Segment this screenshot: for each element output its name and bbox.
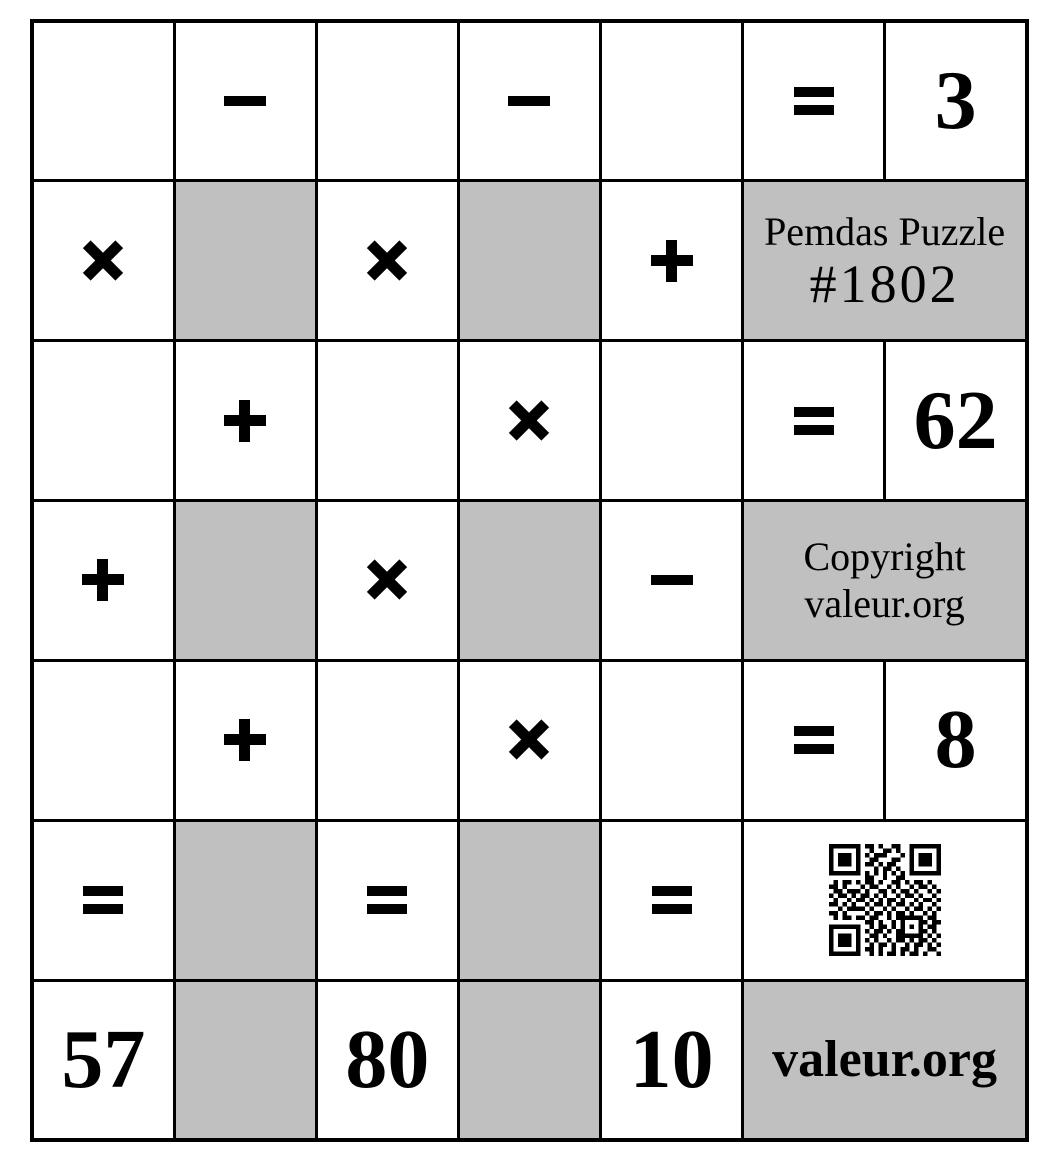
- times-icon: [365, 239, 409, 283]
- operator-cell-r4c3: [316, 501, 458, 661]
- times-icon: [507, 718, 551, 762]
- grid-row-4: [32, 501, 1027, 661]
- total-cell-r7c1: [32, 980, 174, 1140]
- operator-cell-r1c4: [458, 21, 600, 181]
- equals-icon: [81, 878, 125, 922]
- answer-cell-r5c1[interactable]: [32, 660, 174, 820]
- shaded-cell-r6c2: [174, 820, 316, 980]
- total-value-57: 57: [61, 1012, 146, 1106]
- shaded-cell-r4c2: [174, 501, 316, 661]
- copyright-site: valeur.org: [804, 581, 965, 627]
- grid-row-7: [32, 980, 1027, 1140]
- puzzle-title-cell: [743, 181, 1027, 341]
- minus-icon: [650, 558, 694, 602]
- times-icon: [507, 399, 551, 443]
- operator-cell-r3c6: [743, 341, 885, 501]
- operator-cell-r6c5: [601, 820, 743, 980]
- times-icon: [81, 239, 125, 283]
- shaded-cell-r2c2: [174, 181, 316, 341]
- operator-cell-r6c3: [316, 820, 458, 980]
- operator-cell-r3c2: [174, 341, 316, 501]
- times-icon: [365, 558, 409, 602]
- plus-icon: [223, 399, 267, 443]
- site-label-cell: [743, 980, 1027, 1140]
- result-value-8: 8: [934, 693, 977, 787]
- result-cell-r3c7: [885, 341, 1027, 501]
- pemdas-puzzle-grid: [30, 19, 1029, 1142]
- equals-icon: [792, 718, 836, 762]
- total-value-10: 10: [629, 1012, 714, 1106]
- grid-row-1: [32, 21, 1027, 181]
- operator-cell-r2c3: [316, 181, 458, 341]
- result-cell-r1c7: [885, 21, 1027, 181]
- grid-row-2: [32, 181, 1027, 341]
- copyright-cell: [743, 501, 1027, 661]
- operator-cell-r2c1: [32, 181, 174, 341]
- answer-cell-r1c5[interactable]: [601, 21, 743, 181]
- shaded-cell-r7c2: [174, 980, 316, 1140]
- grid-row-6: [32, 820, 1027, 980]
- operator-cell-r5c4: [458, 660, 600, 820]
- operator-cell-r4c1: [32, 501, 174, 661]
- plus-icon: [650, 239, 694, 283]
- result-cell-r5c7: [885, 660, 1027, 820]
- answer-cell-r1c3[interactable]: [316, 21, 458, 181]
- equals-icon: [365, 878, 409, 922]
- answer-cell-r1c1[interactable]: [32, 21, 174, 181]
- answer-cell-r3c3[interactable]: [316, 341, 458, 501]
- result-value-3: 3: [934, 54, 977, 148]
- answer-cell-r3c5[interactable]: [601, 341, 743, 501]
- total-cell-r7c5: [601, 980, 743, 1140]
- shaded-cell-r6c4: [458, 820, 600, 980]
- total-cell-r7c3: [316, 980, 458, 1140]
- shaded-cell-r2c4: [458, 181, 600, 341]
- result-value-62: 62: [913, 373, 998, 467]
- plus-icon: [81, 558, 125, 602]
- operator-cell-r2c5: [601, 181, 743, 341]
- answer-cell-r5c5[interactable]: [601, 660, 743, 820]
- equals-icon: [792, 399, 836, 443]
- grid-row-5: [32, 660, 1027, 820]
- equals-icon: [650, 878, 694, 922]
- total-value-80: 80: [345, 1012, 430, 1106]
- minus-icon: [223, 79, 267, 123]
- grid-row-3: [32, 341, 1027, 501]
- operator-cell-r1c6: [743, 21, 885, 181]
- operator-cell-r1c2: [174, 21, 316, 181]
- operator-cell-r6c1: [32, 820, 174, 980]
- shaded-cell-r4c4: [458, 501, 600, 661]
- copyright-text: Copyright: [803, 534, 966, 580]
- qr-code-icon: [829, 844, 941, 956]
- answer-cell-r3c1[interactable]: [32, 341, 174, 501]
- answer-cell-r5c3[interactable]: [316, 660, 458, 820]
- minus-icon: [507, 79, 551, 123]
- operator-cell-r3c4: [458, 341, 600, 501]
- puzzle-number: #1802: [809, 254, 960, 315]
- puzzle-title: Pemdas Puzzle: [764, 209, 1006, 255]
- shaded-cell-r7c4: [458, 980, 600, 1140]
- equals-icon: [792, 79, 836, 123]
- operator-cell-r4c5: [601, 501, 743, 661]
- qr-cell: [743, 820, 1027, 980]
- site-label: valeur.org: [772, 1030, 998, 1088]
- operator-cell-r5c2: [174, 660, 316, 820]
- plus-icon: [223, 718, 267, 762]
- operator-cell-r5c6: [743, 660, 885, 820]
